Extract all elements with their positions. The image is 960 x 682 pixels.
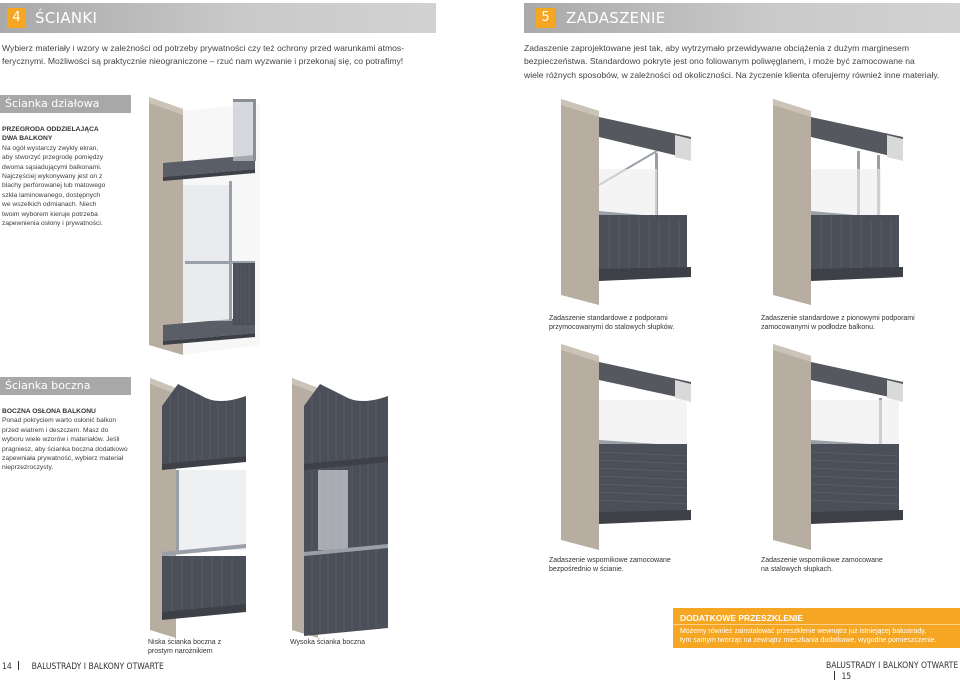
divider-text-5: blachy perforowanej lub matowego bbox=[2, 182, 106, 190]
caption-roof-2-line-1: Zadaszenie standardowe z pionowymi podporami bbox=[761, 315, 915, 322]
caption-low-2: prostym narożnikiem bbox=[148, 648, 213, 655]
roof-illustration-1 bbox=[555, 95, 695, 307]
side-text-6: nieprzezroczysty. bbox=[2, 464, 54, 472]
caption-low-side-screen bbox=[148, 638, 221, 656]
caption-high-side-screen: Wysoka ścianka boczna bbox=[290, 639, 366, 646]
low-side-screen-illustration bbox=[148, 376, 258, 638]
additional-glazing-title: DODATKOWE PRZESZKLENIE bbox=[680, 613, 804, 623]
section-number-4: 4 bbox=[7, 8, 26, 28]
roof-illustration-4 bbox=[767, 340, 907, 552]
divider-text-4: Najczęściej wykonywany jest on z bbox=[2, 173, 103, 181]
caption-roof-2 bbox=[761, 314, 915, 332]
roof-illustration-3 bbox=[555, 340, 695, 552]
additional-glazing-line-1: Możemy również zainstalować przeszklenie wewnątrz już istniejącej balustrady, bbox=[680, 628, 927, 635]
additional-glazing-box bbox=[673, 608, 960, 648]
high-side-screen-illustration bbox=[290, 376, 402, 638]
divider-heading-2: DWA BALKONY bbox=[2, 135, 53, 143]
side-text-5: zapewniała prywatność, wybierz materiał bbox=[2, 455, 124, 463]
caption-roof-1-line-1: Zadaszenie standardowe z podporami bbox=[549, 315, 668, 322]
divider-text-7: we wszelkich odmianach. Niech bbox=[2, 201, 97, 209]
right-intro-line-1: Zadaszenie zaprojektowane jest tak, aby wytrzymało przewidywane obciążenia z dużym marginesem bbox=[524, 43, 909, 53]
side-text-4: pragniesz, aby ścianka boczna dodatkowo bbox=[2, 445, 128, 453]
caption-roof-3-line-2: bezpośrednio w ścianie. bbox=[549, 566, 624, 573]
side-text-1: Ponad pokryciem warto osłonić balkon bbox=[2, 417, 117, 425]
additional-glazing-line-2: tym samym tworząc na zewnątrz mieszkania dodatkowe, wygodne pomieszczenie. bbox=[680, 637, 937, 644]
caption-roof-4 bbox=[761, 556, 883, 574]
left-page-number: 14 bbox=[2, 662, 12, 672]
caption-roof-2-line-2: zamocowanymi w podłodze balkonu. bbox=[761, 324, 876, 331]
divider-text-9: zapewnienia osłony i prywatności. bbox=[2, 220, 103, 228]
caption-roof-1-line-2: przymocowanymi do stalowych słupków. bbox=[549, 324, 675, 331]
section-title-scianki: ŚCIANKI bbox=[35, 9, 98, 27]
section-number-5: 5 bbox=[536, 8, 555, 28]
side-heading: BOCZNA OSŁONA BALKONU bbox=[2, 408, 96, 415]
left-footer-brand: BALUSTRADY I BALKONY OTWARTE bbox=[31, 662, 164, 672]
box-divider bbox=[673, 624, 960, 625]
divider-heading-1: PRZEGRODA ODDZIELAJĄCA bbox=[2, 126, 99, 133]
roof-illustration-2 bbox=[767, 95, 907, 307]
section-title-zadaszenie: ZADASZENIE bbox=[566, 9, 666, 27]
left-footer bbox=[2, 661, 164, 672]
side-text-3: wyboru wiele wzorów i materiałów. Jeśli bbox=[2, 436, 120, 444]
caption-roof-4-line-1: Zadaszenie wspornikowe zamocowane bbox=[761, 557, 883, 564]
divider-text-1: Na ogół wystarczy zwykły ekran, bbox=[2, 144, 99, 152]
side-text-2: przed wiatrem i deszczem. Masz do bbox=[2, 426, 109, 434]
right-footer-brand: BALUSTRADY I BALKONY OTWARTE bbox=[826, 661, 959, 671]
right-intro-line-3: wiele różnych sposobów, w zależności od okoliczności. Na życzenie klienta oferujemy również inne materiały. bbox=[524, 69, 940, 80]
caption-roof-4-line-2: na stalowych słupkach. bbox=[761, 566, 833, 573]
side-description bbox=[2, 407, 142, 473]
divider-text-6: szkła laminowanego, dostępnych bbox=[2, 191, 101, 199]
left-intro-line-1: Wybierz materiały i wzory w zależności od potrzeby prywatności czy też ochrony przed warunkami atmos- bbox=[2, 43, 405, 53]
caption-roof-3 bbox=[549, 556, 671, 574]
divider-text-8: twoim wyborem kieruje potrzeba bbox=[2, 210, 98, 218]
additional-glazing-text bbox=[680, 627, 936, 645]
divider-text-3: dwoma sąsiadującymi balkonami. bbox=[2, 163, 102, 171]
divider-description bbox=[2, 125, 142, 228]
right-intro bbox=[524, 42, 960, 82]
tab-scianka-dzialowa: Ścianka działowa bbox=[0, 95, 131, 113]
left-intro bbox=[2, 42, 432, 69]
caption-roof-3-line-1: Zadaszenie wspornikowe zamocowane bbox=[549, 557, 671, 564]
right-intro-line-2: bezpieczeństwa. Standardowo pokryte jest ono foliowanym poliwęglanem, i może być zamocowane na bbox=[524, 56, 915, 67]
right-footer bbox=[826, 661, 960, 682]
caption-roof-1 bbox=[549, 314, 674, 332]
divider-balcony-illustration bbox=[145, 93, 265, 355]
tab-scianka-boczna: Ścianka boczna bbox=[0, 377, 131, 395]
divider-text-2: aby stworzyć przegrodę pomiędzy bbox=[2, 154, 104, 162]
right-page-number: 15 bbox=[841, 672, 852, 682]
caption-low-1: Niska ścianka boczna z bbox=[148, 639, 222, 646]
left-intro-line-2: ferycznymi. Możliwości są praktycznie nieograniczone – rzuć nam wyzwanie i przekonaj się, co potrafimy! bbox=[2, 56, 404, 67]
